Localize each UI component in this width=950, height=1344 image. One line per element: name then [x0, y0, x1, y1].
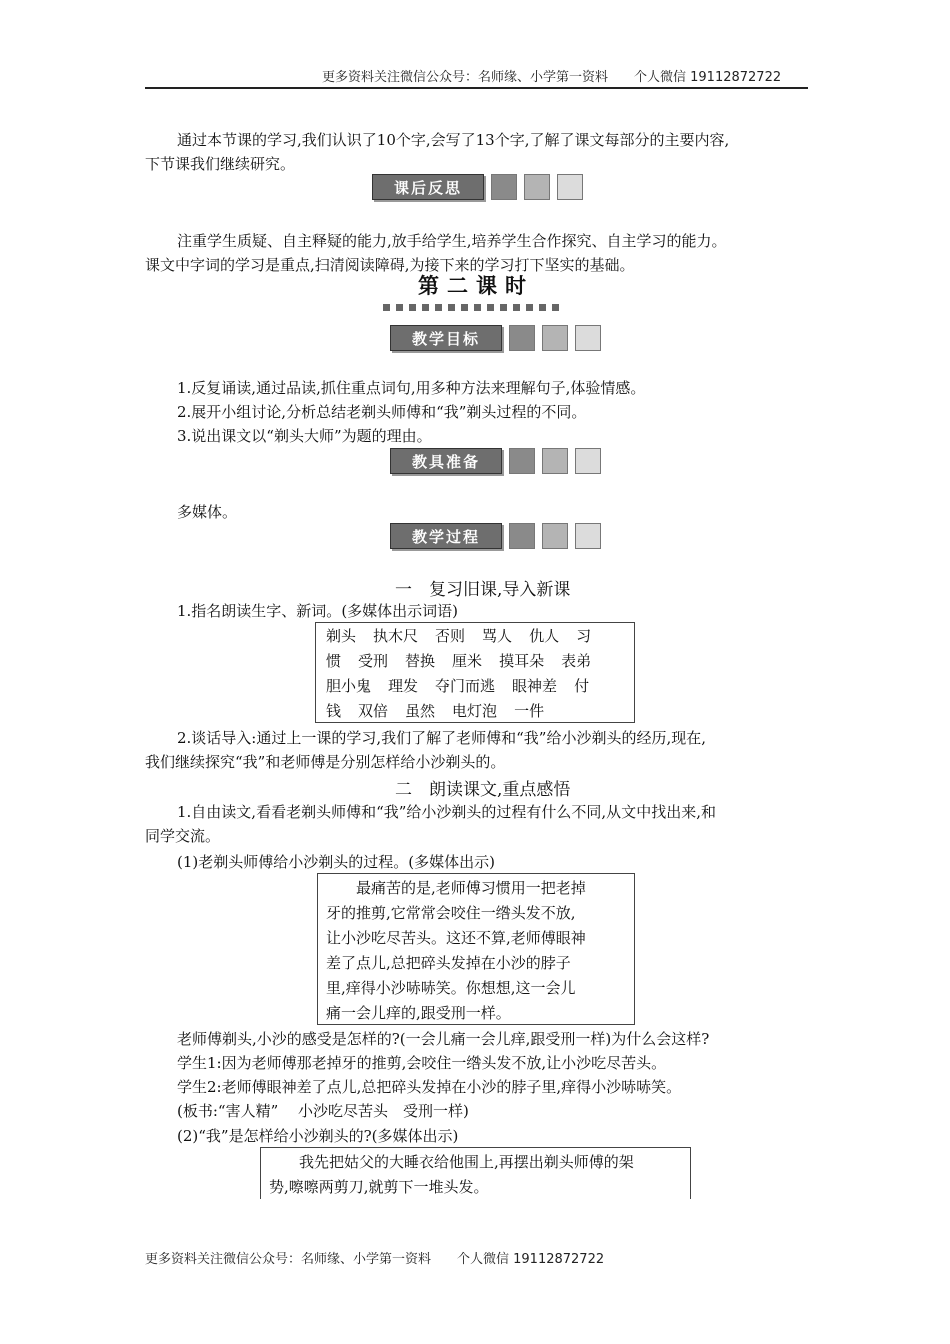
quote-line: 势,嚓嚓两剪刀,就剪下一堆头发。 — [269, 1178, 489, 1196]
tools-text: 多媒体。 — [177, 503, 238, 521]
banner-reflection-label: 课后反思 — [372, 174, 484, 200]
banner-square — [509, 448, 535, 474]
banner-square — [542, 325, 568, 351]
section-2-title: 二 朗读课文,重点感悟 — [395, 780, 571, 800]
vocab-word: 钱 — [326, 702, 342, 720]
section-2-step-1-line-2: 同学交流。 — [145, 827, 221, 845]
vocab-word: 厘米 — [452, 652, 483, 670]
banner-square — [575, 448, 601, 474]
banner-square — [524, 174, 550, 200]
page-header: 更多资料关注微信公众号：名师缘、小学第一资料 个人微信 19112872722 — [322, 70, 782, 85]
intro-line-2: 下节课我们继续研究。 — [145, 155, 296, 173]
question-text: 老师傅剃头,小沙的感受是怎样的?(一会儿痛一会儿痒,跟受刑一样)为什么会这样? — [177, 1030, 710, 1048]
lesson-title: 第二课时 — [418, 274, 534, 298]
vocab-word: 虽然 — [405, 702, 436, 720]
vocab-word: 一件 — [514, 702, 545, 720]
objective-3: 3.说出课文以“剃头大师”为题的理由。 — [177, 427, 432, 445]
quote-line: 里,痒得小沙哧哧笑。你想想,这一会儿 — [326, 979, 576, 997]
vocab-word: 电灯泡 — [452, 702, 498, 720]
quote-line: 我先把姑父的大睡衣给他围上,再摆出剃头师傅的架 — [269, 1153, 634, 1171]
banner-reflection — [372, 173, 583, 201]
banner-square — [542, 523, 568, 549]
section-2-step-1-line-1: 1.自由读文,看看老剃头师傅和“我”给小沙剃头的过程有什么不同,从文中找出来,和 — [177, 803, 716, 821]
quote-box-1 — [317, 873, 635, 1025]
intro-line-1: 通过本节课的学习,我们认识了10个字,会写了13个字,了解了课文每部分的主要内容, — [177, 131, 730, 149]
vocab-word: 剃头 — [326, 627, 357, 645]
vocab-row — [326, 624, 634, 649]
banner-tools — [390, 447, 601, 475]
vocab-box — [315, 622, 635, 723]
banner-process-label: 教学过程 — [390, 523, 502, 549]
student-2-answer: 学生2:老师傅眼神差了点儿,总把碎头发掉在小沙的脖子里,痒得小沙哧哧笑。 — [177, 1078, 682, 1096]
banner-square — [557, 174, 583, 200]
vocab-word: 理发 — [388, 677, 419, 695]
objective-2: 2.展开小组讨论,分析总结老剃头师傅和“我”剃头过程的不同。 — [177, 403, 587, 421]
section-1-title: 一 复习旧课,导入新课 — [395, 580, 571, 600]
vocab-word: 付 — [574, 677, 590, 695]
banner-objectives — [390, 324, 601, 352]
vocab-word: 受刑 — [358, 652, 389, 670]
vocab-word: 眼神差 — [512, 677, 558, 695]
vocab-word: 仇人 — [529, 627, 560, 645]
vocab-word: 执木尺 — [373, 627, 419, 645]
vocab-word: 骂人 — [482, 627, 513, 645]
objective-1: 1.反复诵读,通过品读,抓住重点词句,用多种方法来理解句子,体验情感。 — [177, 379, 646, 397]
page-footer: 更多资料关注微信公众号：名师缘、小学第一资料 个人微信 19112872722 — [145, 1252, 605, 1267]
section-2-sub-2: (2)“我”是怎样给小沙剃头的?(多媒体出示) — [177, 1127, 459, 1145]
reflection-line-1: 注重学生质疑、自主释疑的能力,放手给学生,培养学生合作探究、自主学习的能力。 — [177, 232, 727, 250]
banner-square — [509, 523, 535, 549]
quote-line: 牙的推剪,它常常会咬住一绺头发不放, — [326, 904, 576, 922]
vocab-word: 摸耳朵 — [499, 652, 545, 670]
vocab-row — [326, 699, 634, 724]
vocab-word: 习 — [576, 627, 592, 645]
banner-square — [542, 448, 568, 474]
quote-line: 让小沙吃尽苦头。这还不算,老师傅眼神 — [326, 929, 586, 947]
vocab-word: 夺门而逃 — [435, 677, 496, 695]
section-1-step-2-line-1: 2.谈话导入:通过上一课的学习,我们了解了老师傅和“我”给小沙剃头的经历,现在, — [177, 729, 707, 747]
section-2-sub-1: (1)老剃头师傅给小沙剃头的过程。(多媒体出示) — [177, 853, 495, 871]
title-dots-decoration — [383, 304, 559, 311]
quote-box-2 — [260, 1147, 691, 1199]
header-rule — [145, 87, 808, 89]
section-1-step-1: 1.指名朗读生字、新词。(多媒体出示词语) — [177, 602, 459, 620]
student-1-answer: 学生1:因为老师傅那老掉牙的推剪,会咬住一绺头发不放,让小沙吃尽苦头。 — [177, 1054, 667, 1072]
quote-line: 差了点儿,总把碎头发掉在小沙的脖子 — [326, 954, 571, 972]
quote-line: 最痛苦的是,老师傅习惯用一把老掉 — [326, 879, 586, 897]
banner-square — [491, 174, 517, 200]
reflection-line-2: 课文中字词的学习是重点,扫清阅读障碍,为接下来的学习打下坚实的基础。 — [145, 256, 635, 274]
vocab-word: 胆小鬼 — [326, 677, 372, 695]
banner-square — [509, 325, 535, 351]
board-notes: (板书:“害人精” 小沙吃尽苦头 受刑一样) — [177, 1102, 469, 1120]
section-1-step-2-line-2: 我们继续探究“我”和老师傅是分别怎样给小沙剃头的。 — [145, 753, 506, 771]
quote-line: 痛一会儿痒的,跟受刑一样。 — [326, 1004, 511, 1022]
vocab-word: 表弟 — [561, 652, 592, 670]
vocab-word: 替换 — [405, 652, 436, 670]
vocab-row — [326, 649, 634, 674]
vocab-word: 惯 — [326, 652, 342, 670]
banner-process — [390, 522, 601, 550]
vocab-row — [326, 674, 634, 699]
banner-square — [575, 523, 601, 549]
banner-tools-label: 教具准备 — [390, 448, 502, 474]
banner-square — [575, 325, 601, 351]
vocab-word: 否则 — [435, 627, 466, 645]
banner-objectives-label: 教学目标 — [390, 325, 502, 351]
vocab-word: 双倍 — [358, 702, 389, 720]
